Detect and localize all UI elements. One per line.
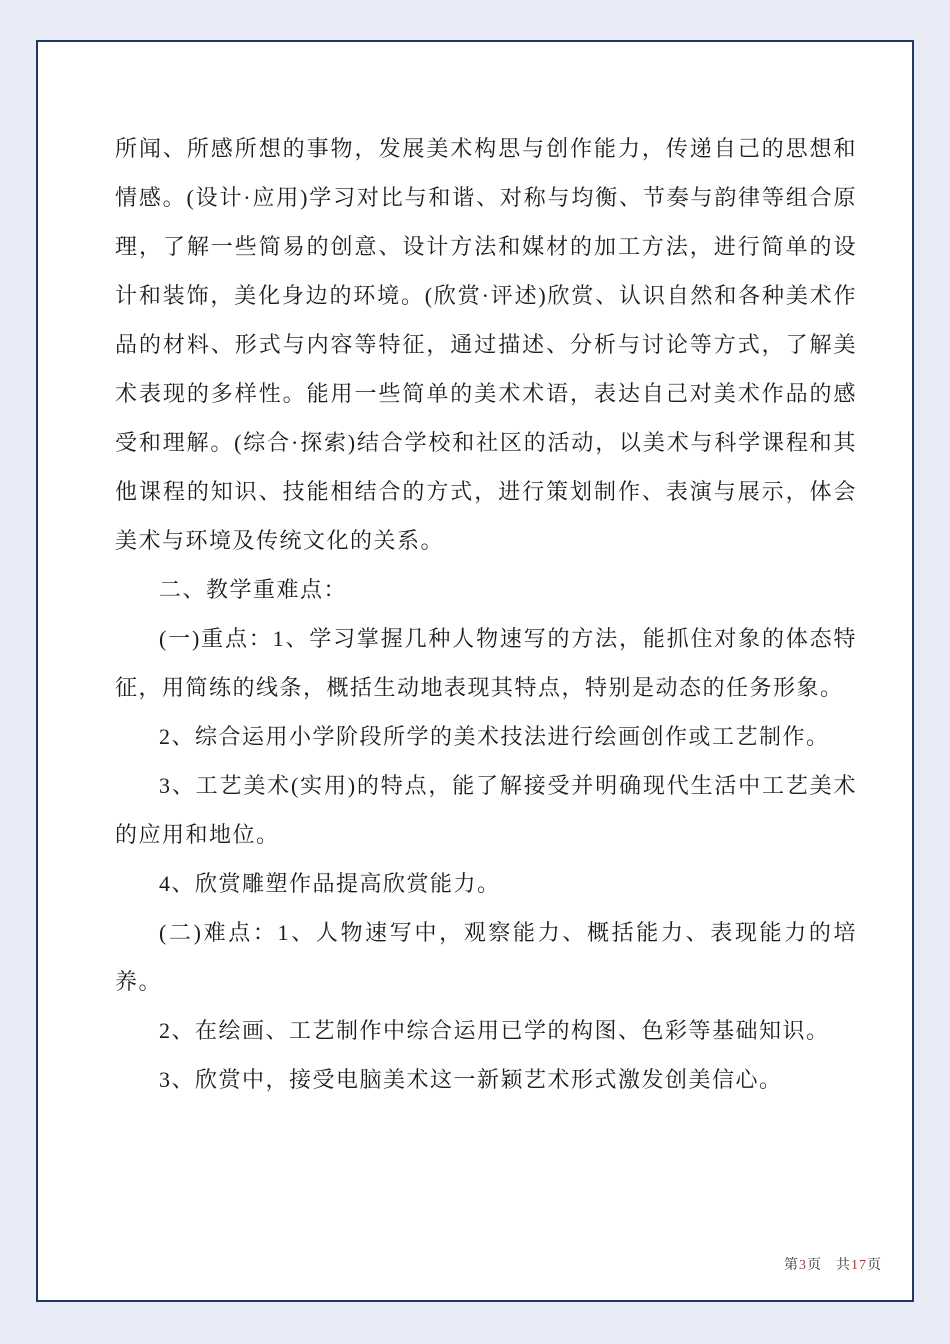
paragraph: 2、综合运用小学阶段所学的美术技法进行绘画创作或工艺制作。 [159, 724, 830, 749]
paragraph: 4、欣赏雕塑作品提高欣赏能力。 [159, 871, 501, 896]
footer-label: 页 [807, 1258, 822, 1273]
footer-page-number: 3 [799, 1258, 807, 1273]
footer-page-number: 17 [851, 1258, 867, 1273]
document-page [36, 40, 914, 1302]
page-footer [784, 1254, 882, 1274]
footer-label: 第 [784, 1258, 799, 1273]
paragraph: (一)重点：1、学习掌握几种人物速写的方法，能抓住对象的体态特征，用简练的线条，概括生动地表现其特点，特别是动态的任务形象。 [115, 626, 857, 700]
paragraph: 2、在绘画、工艺制作中综合运用已学的构图、色彩等基础知识。 [159, 1018, 830, 1043]
footer-label: 共 [836, 1258, 851, 1273]
paragraph: 3、工艺美术(实用)的特点，能了解接受并明确现代生活中工艺美术的应用和地位。 [115, 773, 857, 847]
footer-label: 页 [867, 1258, 882, 1273]
paragraph: 3、欣赏中，接受电脑美术这一新颖艺术形式激发创美信心。 [159, 1067, 783, 1092]
paragraph: 所闻、所感所想的事物，发展美术构思与创作能力，传递自己的思想和情感。(设计·应用)学习对比与和谐、对称与均衡、节奏与韵律等组合原理，了解一些简易的创意、设计方法和媒材的加工方法，进行简单的设计和装饰，美化身边的环境。(欣赏·评述)欣赏、认识自然和各种美术作品的材料、形式与内容等特征，通过描述、分析与讨论等方式，了解美术表现的多样性。能用一些简单的美术术语，表达自己对美术作品的感受和理解。(综合·探索)结合学校和社区的活动，以美术与科学课程和其他课程的知识、技能相结合的方式，进行策划制作、表演与展示，体会美术与环境及传统文化的关系。 [115, 136, 857, 553]
paragraph: 二、教学重难点： [159, 577, 348, 602]
page-body-text [115, 124, 857, 1104]
paragraph: (二)难点：1、人物速写中，观察能力、概括能力、表现能力的培养。 [115, 920, 857, 994]
